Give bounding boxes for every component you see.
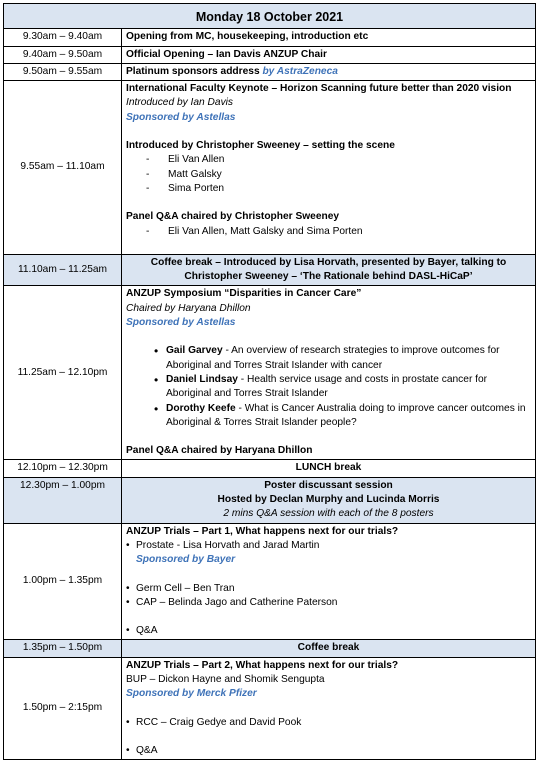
time-cell: 9.40am – 9.50am xyxy=(4,46,122,63)
table-row xyxy=(4,286,536,460)
session-title: Platinum sponsors address xyxy=(126,65,263,77)
session-title: ANZUP Trials – Part 2, What happens next for our trials? xyxy=(126,659,399,671)
panel-title: Panel Q&A chaired by Christopher Sweeney xyxy=(126,211,340,223)
session-cell xyxy=(122,477,536,523)
session-cell: LUNCH break xyxy=(122,460,536,477)
introducer: Introduced by Ian Davis xyxy=(126,97,234,109)
list-item xyxy=(154,402,531,431)
hosts: Hosted by Declan Murphy and Lucinda Morris xyxy=(217,494,440,506)
speaker-name: Dorothy Keefe xyxy=(166,402,236,414)
table-row xyxy=(4,657,536,759)
table-header-row xyxy=(4,4,536,29)
table-row xyxy=(4,640,536,657)
table-row xyxy=(4,63,536,80)
session-cell xyxy=(122,657,536,759)
table-row xyxy=(4,46,536,63)
time-cell: 11.10am – 11.25am xyxy=(4,254,122,286)
list-item: • Germ Cell – Ben Tran xyxy=(126,582,531,596)
time-cell: 12.30pm – 1.00pm xyxy=(4,477,122,523)
sponsor-label: by AstraZeneca xyxy=(262,65,338,77)
day-title: Monday 18 October 2021 xyxy=(4,4,536,29)
list-item: • RCC – Craig Gedye and David Pook xyxy=(126,716,531,730)
table-row xyxy=(4,81,536,255)
session-cell xyxy=(122,81,536,255)
schedule-table xyxy=(3,3,536,760)
speaker-name: Daniel Lindsay xyxy=(166,373,238,385)
sponsor-label: Sponsored by Astellas xyxy=(126,317,236,329)
session-title: ANZUP Trials – Part 1, What happens next for our trials? xyxy=(126,525,399,537)
time-cell: 9.30am – 9.40am xyxy=(4,29,122,46)
table-row xyxy=(4,254,536,286)
talk-desc: - What is Cancer Australia doing to improve cancer outcomes in Aboriginal & Torres Strait Islander people? xyxy=(166,402,526,428)
time-cell: 1.00pm – 1.35pm xyxy=(4,523,122,640)
session-title: International Faculty Keynote – Horizon Scanning future better than 2020 vision xyxy=(126,83,512,95)
time-cell: 12.10pm – 12.30pm xyxy=(4,460,122,477)
list-item: • CAP – Belinda Jago and Catherine Paterson xyxy=(126,596,531,610)
talk-list xyxy=(126,344,531,430)
session-note: 2 mins Q&A session with each of the 8 posters xyxy=(223,508,434,520)
time-cell: 9.50am – 9.55am xyxy=(4,63,122,80)
time-cell: 1.35pm – 1.50pm xyxy=(4,640,122,657)
table-row xyxy=(4,477,536,523)
chair: Chaired by Haryana Dhillon xyxy=(126,302,251,314)
session-title: Poster discussant session xyxy=(264,479,393,491)
session-cell: Opening from MC, housekeeping, introduction etc xyxy=(122,29,536,46)
session-cell xyxy=(122,523,536,640)
session-cell xyxy=(122,63,536,80)
talk-desc: - Health service usage and costs in prostate cancer for Aboriginal and Torres Strait Islander xyxy=(166,373,488,400)
time-cell: 11.25am – 12.10pm xyxy=(4,286,122,460)
sponsor-label: Sponsored by Merck Pfizer xyxy=(126,688,257,700)
time-cell: 1.50pm – 2:15pm xyxy=(4,657,122,759)
session-cell: Official Opening – Ian Davis ANZUP Chair xyxy=(122,46,536,63)
session-cell xyxy=(122,286,536,460)
scene-intro: Introduced by Christopher Sweeney – setting the scene xyxy=(126,140,395,152)
panelist-list xyxy=(126,225,531,239)
list-item: - Eli Van Allen, Matt Galsky and Sima Porten xyxy=(146,225,531,239)
list-item: - Sima Porten xyxy=(146,182,531,196)
speaker-list xyxy=(126,153,531,196)
list-item: - Matt Galsky xyxy=(146,168,531,182)
panel-title: Panel Q&A chaired by Haryana Dhillon xyxy=(126,445,313,457)
speaker-name: Gail Garvey xyxy=(166,345,223,357)
sponsor-label: Sponsored by Astellas xyxy=(126,111,236,123)
list-item: • Prostate - Lisa Horvath and Jarad Martin xyxy=(126,539,531,553)
sponsor-label: Sponsored by Bayer xyxy=(136,554,236,566)
break-line: Christopher Sweeney – ‘The Rationale behind DASL-HiCaP’ xyxy=(184,271,473,283)
session-cell xyxy=(122,254,536,286)
session-title: ANZUP Symposium “Disparities in Cancer Care” xyxy=(126,288,362,300)
table-row xyxy=(4,460,536,477)
table-row xyxy=(4,29,536,46)
list-item xyxy=(154,373,531,402)
talk-desc: - An overview of research strategies to improve outcomes for Aboriginal and Torres Strait Islander with cancer xyxy=(166,345,500,371)
list-item: - Eli Van Allen xyxy=(146,153,531,167)
time-cell: 9.55am – 11.10am xyxy=(4,81,122,255)
session-cell: Coffee break xyxy=(122,640,536,657)
list-item: • Q&A xyxy=(126,624,531,638)
table-row xyxy=(4,523,536,640)
list-item: • Q&A xyxy=(126,744,531,758)
list-item: BUP – Dickon Hayne and Shomik Sengupta xyxy=(126,673,325,685)
list-item xyxy=(154,344,531,373)
break-line: Coffee break – Introduced by Lisa Horvath, presented by Bayer, talking to xyxy=(150,256,507,268)
